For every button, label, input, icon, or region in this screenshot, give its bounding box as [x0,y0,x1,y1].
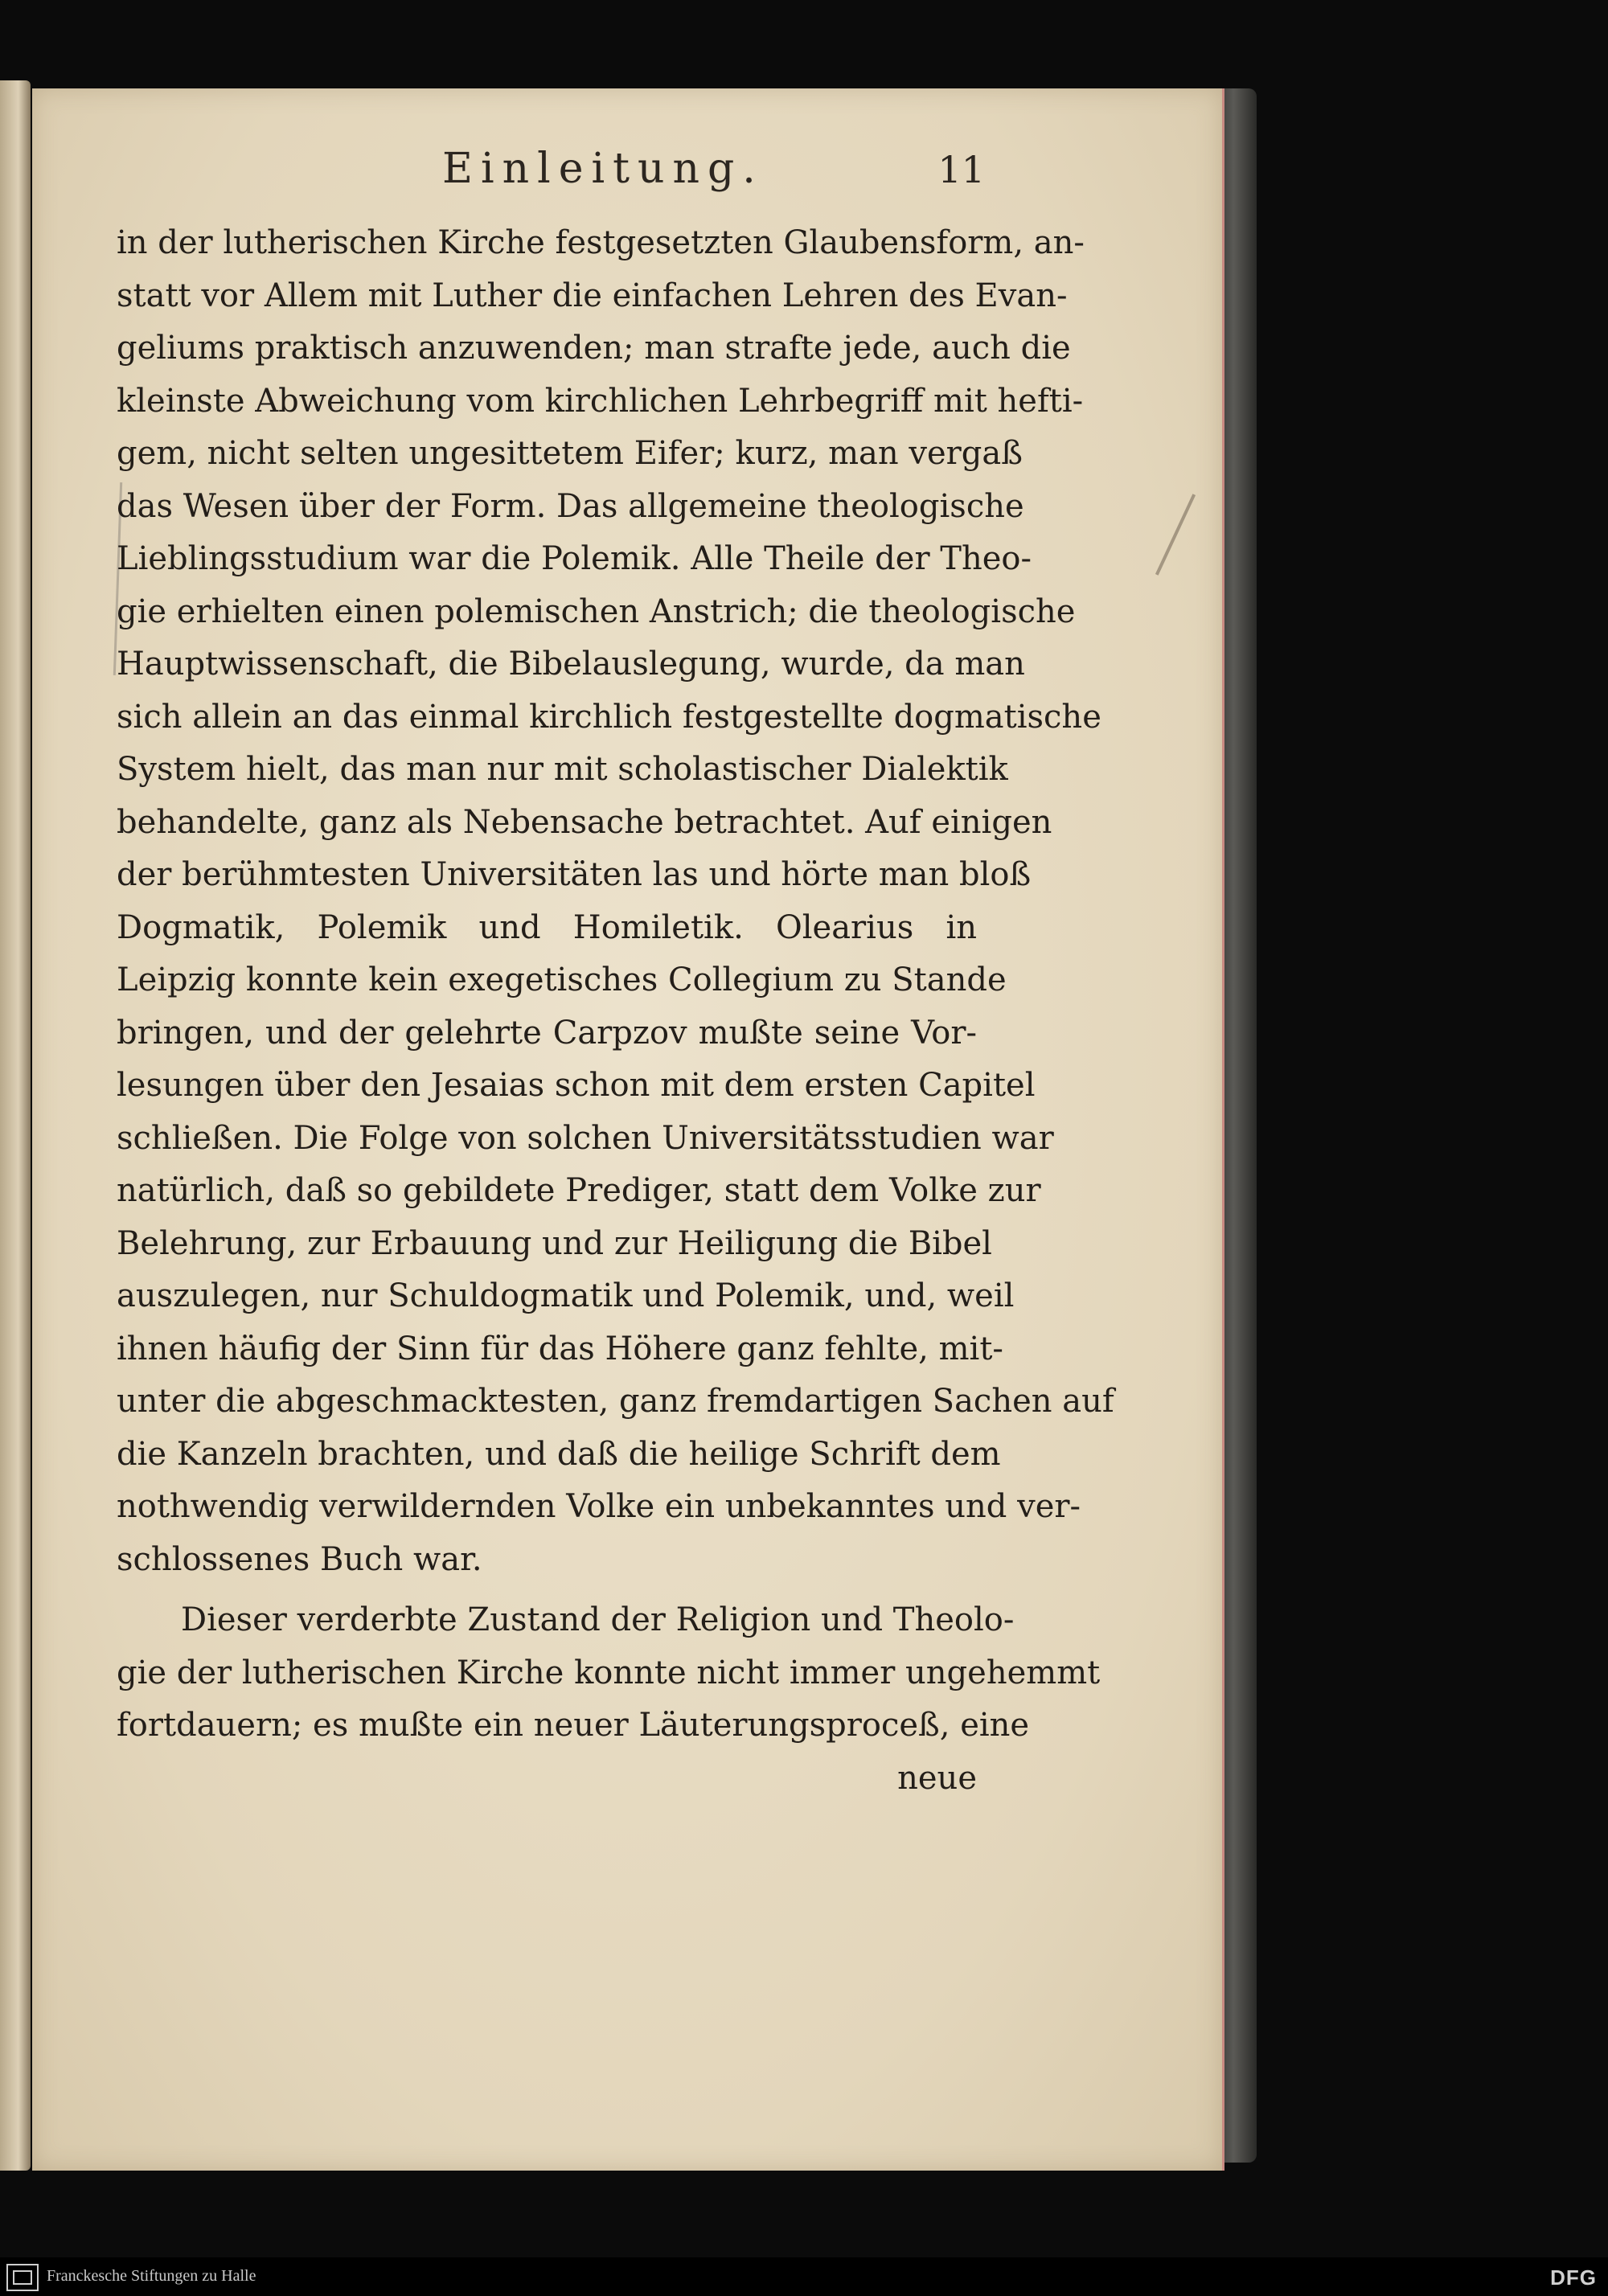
text-line: natürlich, daß so gebildete Prediger, statt dem Volke zur [117,1172,1041,1209]
text-line-paragraph-start: Dieser verderbte Zustand der Religion und Theolo- [181,1601,1015,1638]
body-text [117,217,1114,1805]
text-line: Dogmatik, Polemik und Homiletik. Olearius in [117,908,977,946]
running-header [121,145,985,209]
text-line: schließen. Die Folge von solchen Universitätsstudien war [117,1119,1054,1157]
text-line: fortdauern; es mußte ein neuer Läuterungsproceß, eine [117,1707,1030,1744]
catchword: neue [897,1759,977,1797]
text-line: gie der lutherischen Kirche konnte nicht immer ungehemmt [117,1654,1101,1691]
text-line: unter die abgeschmacktesten, ganz fremdartigen Sachen auf [117,1383,1114,1420]
institution-name: Franckesche Stiftungen zu Halle [47,2267,256,2285]
text-line: der berühmtesten Universitäten las und hörte man bloß [117,856,1032,893]
text-line-paragraph-end: schlossenes Buch war. [117,1540,482,1578]
text-line: gie erhielten einen polemischen Anstrich; die theologische [117,592,1076,630]
viewer-footer [0,2257,1608,2296]
text-line: behandelte, ganz als Nebensache betrachtet. Auf einigen [117,803,1052,841]
text-line: gem, nicht selten ungesittetem Eifer; kurz, man vergaß [117,435,1023,472]
page-number: 11 [937,148,985,191]
text-line: in der lutherischen Kirche festgesetzten Glaubensform, an- [117,224,1085,261]
text-line: System hielt, das man nur mit scholastischer Dialektik [117,751,1008,788]
text-line: bringen, und der gelehrte Carpzov mußte seine Vor- [117,1014,977,1052]
text-line: auszulegen, nur Schuldogmatik und Polemik, und, weil [117,1277,1015,1314]
running-title: Einleitung. [442,145,764,193]
text-line: die Kanzeln brachten, und daß die heilige Schrift dem [117,1435,1001,1473]
facing-page-edge [0,80,31,2171]
text-line: das Wesen über der Form. Das allgemeine theologische [117,487,1024,525]
text-line: nothwendig verwildernden Volke ein unbekanntes und ver- [117,1488,1081,1525]
institution-logo-icon [6,2264,39,2291]
text-line: kleinste Abweichung vom kirchlichen Lehrbegriff mit hefti- [117,382,1084,420]
text-line: lesungen über den Jesaias schon mit dem ersten Capitel [117,1067,1036,1104]
text-line: Belehrung, zur Erbauung und zur Heiligung die Bibel [117,1224,992,1262]
text-line: Lieblingsstudium war die Polemik. Alle Theile der Theo- [117,540,1032,577]
text-line: Leipzig konnte kein exegetisches Collegium zu Stande [117,961,1007,998]
text-line: ihnen häufig der Sinn für das Höhere ganz fehlte, mit- [117,1330,1003,1367]
text-line: geliums praktisch anzuwenden; man strafte jede, auch die [117,330,1071,367]
dfg-logo: DFG [1550,2265,1597,2290]
text-line: statt vor Allem mit Luther die einfachen Lehren des Evan- [117,277,1068,314]
text-line: sich allein an das einmal kirchlich festgestellte dogmatische [117,698,1101,736]
text-line: Hauptwissenschaft, die Bibelauslegung, wurde, da man [117,646,1025,683]
